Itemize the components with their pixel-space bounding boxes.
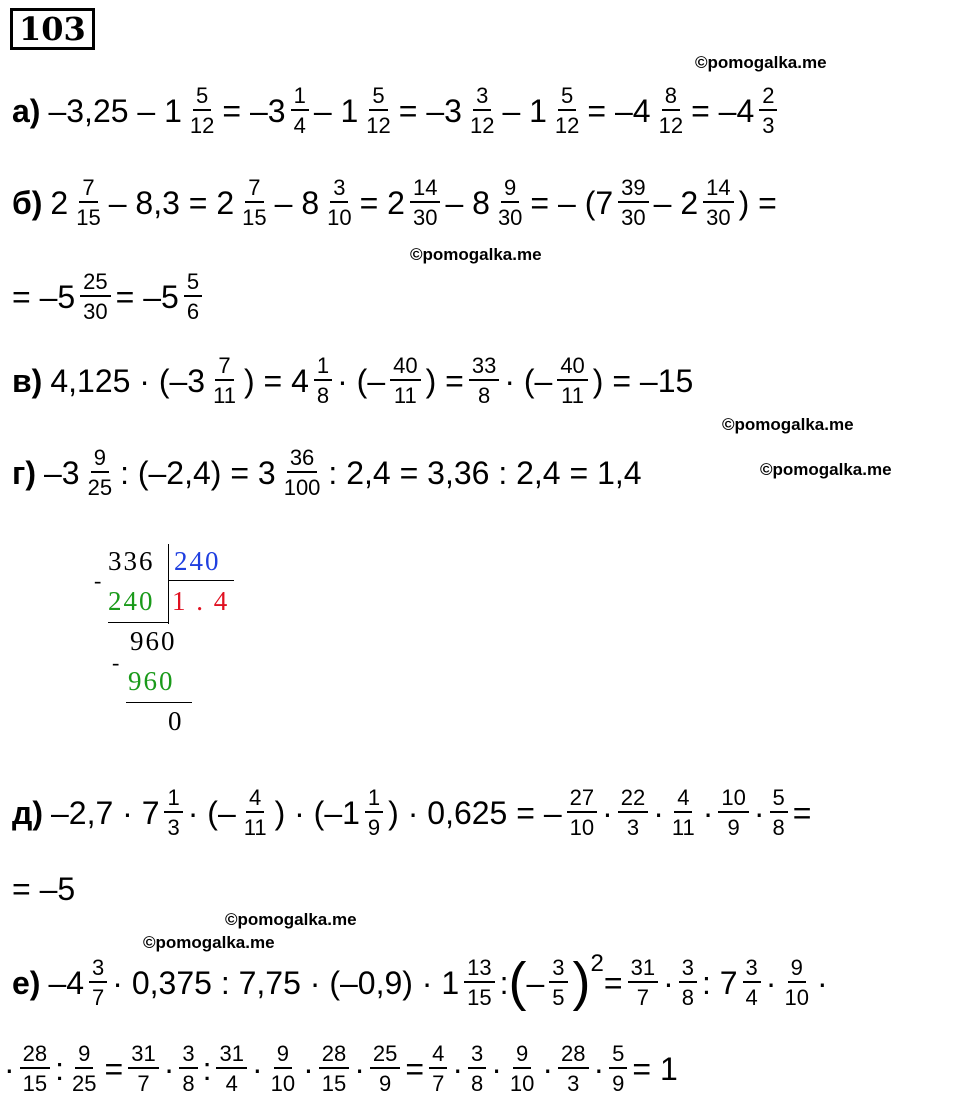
division-result: 0 (168, 706, 184, 736)
numerator: 14 (703, 176, 733, 203)
divisor-underline (168, 580, 234, 581)
expr-text: : 7 (701, 964, 738, 1001)
expr-text: = –3 (398, 92, 462, 129)
fraction (656, 84, 686, 137)
expr-text: · (– (187, 794, 236, 831)
numerator: 28 (558, 1042, 588, 1069)
division-bar (168, 544, 169, 624)
expr-text: · (602, 794, 613, 831)
numerator: 1 (314, 354, 332, 381)
denominator: 4 (225, 1071, 238, 1097)
fraction (216, 1042, 246, 1095)
fraction (324, 176, 354, 229)
expr-text: 2 (50, 184, 69, 221)
denominator: 12 (469, 113, 495, 139)
denominator: 25 (87, 475, 113, 501)
expr-text: = –5 (12, 871, 76, 907)
expr-text: = –5 (115, 278, 179, 315)
expr-text: · (816, 964, 828, 1001)
fraction (558, 1042, 588, 1095)
expr-text: = 1 (632, 1050, 678, 1087)
denominator: 11 (243, 815, 267, 841)
fraction (363, 84, 393, 137)
subtraction-line (126, 702, 192, 703)
fraction (281, 446, 324, 499)
expr-text: · (753, 794, 765, 831)
expr-text: – 2 (653, 184, 699, 221)
expr-text: · (251, 1050, 263, 1087)
subtraction-line (108, 622, 168, 623)
fraction (669, 786, 698, 839)
numerator: 25 (370, 1042, 400, 1069)
numerator: 1 (365, 786, 383, 813)
fraction (781, 956, 811, 1009)
watermark: ©pomogalka.me (760, 460, 892, 479)
fraction (73, 176, 103, 229)
subtrahend: 240 (108, 586, 155, 616)
fraction (410, 176, 440, 229)
denominator: 4 (293, 113, 306, 139)
numerator: 9 (75, 1042, 93, 1069)
fraction (557, 354, 587, 407)
expr-text: : (202, 1050, 212, 1087)
numerator: 3 (179, 1042, 197, 1069)
equation-e-cont (4, 1042, 678, 1095)
fraction (703, 176, 733, 229)
expr-text: – 1 (502, 92, 547, 129)
long-division (90, 540, 260, 740)
fraction (679, 956, 697, 1009)
fraction (239, 176, 269, 229)
numerator: 3 (743, 956, 761, 983)
equation-e (12, 950, 828, 1013)
fraction (618, 176, 648, 229)
fraction (469, 354, 499, 407)
expr-text: ) · (–1 (274, 794, 360, 831)
expr-text: –3,25 – 1 (48, 92, 182, 129)
denominator: 15 (321, 1071, 347, 1097)
minus-sign: - (112, 650, 122, 675)
expr-text: – 1 (313, 92, 359, 129)
denominator: 3 (167, 815, 180, 841)
denominator: 7 (636, 985, 649, 1011)
denominator: 5 (552, 985, 565, 1011)
fraction (69, 1042, 99, 1095)
numerator: 7 (245, 176, 263, 203)
minus-sign: - (94, 568, 104, 593)
expr-text: · (663, 964, 674, 1001)
expr-text: : (55, 1050, 65, 1087)
watermark: ©pomogalka.me (225, 910, 357, 929)
watermark: ©pomogalka.me (410, 245, 542, 264)
numerator: 25 (80, 270, 110, 297)
item-label: б) (12, 184, 43, 221)
fraction (314, 354, 332, 407)
expr-text: –2,7 · 7 (50, 794, 160, 831)
numerator: 27 (567, 786, 597, 813)
quotient: 1 . 4 (172, 586, 230, 616)
numerator: 40 (557, 354, 587, 381)
denominator: 9 (727, 815, 740, 841)
fraction (187, 84, 217, 137)
fraction (268, 1042, 298, 1095)
expr-text: 4,125 · (–3 (50, 362, 206, 399)
item-label: е) (12, 964, 41, 1001)
denominator: 15 (22, 1071, 48, 1097)
fraction (468, 1042, 486, 1095)
fraction (164, 786, 182, 839)
denominator: 3 (762, 113, 775, 139)
denominator: 8 (477, 383, 491, 409)
denominator: 4 (745, 985, 758, 1011)
denominator: 12 (189, 113, 215, 139)
fraction (549, 956, 567, 1009)
denominator: 7 (92, 985, 105, 1011)
big-paren-close: ) (572, 952, 591, 1013)
expr-text: · (– (504, 362, 553, 399)
numerator: 33 (469, 354, 499, 381)
expr-text: · (702, 794, 714, 831)
fraction (210, 354, 239, 407)
dividend: 336 (108, 546, 155, 576)
watermark: ©pomogalka.me (695, 53, 827, 72)
numerator: 31 (128, 1042, 158, 1069)
expr-text: = –4 (691, 92, 755, 129)
numerator: 3 (679, 956, 697, 983)
numerator: 4 (674, 786, 692, 813)
denominator: 8 (316, 383, 330, 409)
exponent: 2 (590, 950, 604, 977)
numerator: 22 (618, 786, 648, 813)
item-label: а) (12, 92, 41, 129)
expr-text: : (–2,4) = 3 (120, 454, 276, 491)
numerator: 9 (91, 446, 109, 473)
fraction (89, 956, 107, 1009)
numerator: 7 (79, 176, 97, 203)
expr-text: = (104, 1050, 124, 1087)
numerator: 9 (788, 956, 806, 983)
fraction (495, 176, 525, 229)
expr-text: ) = (738, 184, 777, 221)
expr-text: · (452, 1050, 463, 1087)
denominator: 30 (706, 205, 731, 231)
denominator: 9 (612, 1071, 625, 1097)
numerator: 31 (628, 956, 658, 983)
expr-text: : 2,4 = 3,36 : 2,4 = 1,4 (328, 454, 642, 491)
numerator: 5 (609, 1042, 627, 1069)
numerator: 8 (662, 84, 680, 111)
numerator: 9 (274, 1042, 292, 1069)
expr-text: = (603, 964, 623, 1001)
numerator: 7 (215, 354, 233, 381)
expr-text: ) = 4 (243, 362, 309, 399)
expr-text: · (653, 794, 664, 831)
fraction (718, 786, 748, 839)
fraction (770, 786, 788, 839)
numerator: 10 (718, 786, 748, 813)
numerator: 3 (330, 176, 348, 203)
numerator: 28 (20, 1042, 50, 1069)
fraction (179, 1042, 197, 1095)
numerator: 4 (429, 1042, 447, 1069)
expr-text: = –4 (587, 92, 651, 129)
denominator: 15 (467, 985, 492, 1011)
fraction (390, 354, 420, 407)
denominator: 8 (470, 1071, 484, 1097)
denominator: 12 (554, 113, 580, 139)
numerator: 4 (246, 786, 264, 813)
fraction (80, 270, 110, 323)
denominator: 3 (567, 1071, 580, 1097)
item-label: в) (12, 362, 43, 399)
numerator: 39 (618, 176, 648, 203)
fraction (507, 1042, 537, 1095)
fraction (567, 786, 597, 839)
expr-text: ) · 0,625 = – (388, 794, 562, 831)
big-paren-open: ( (508, 952, 527, 1013)
fraction (291, 84, 309, 137)
numerator: 40 (390, 354, 420, 381)
expr-text: = –5 (12, 278, 76, 315)
denominator: 7 (432, 1071, 445, 1097)
expr-text: · (593, 1050, 605, 1087)
denominator: 9 (367, 815, 381, 841)
numerator: 1 (291, 84, 309, 111)
numerator: 5 (558, 84, 576, 111)
fraction (20, 1042, 50, 1095)
subtrahend: 960 (128, 666, 175, 696)
expr-text: –4 (48, 964, 85, 1001)
numerator: 36 (287, 446, 317, 473)
expr-text: = 2 (359, 184, 405, 221)
expr-text: = (405, 1050, 425, 1087)
denominator: 10 (509, 1071, 535, 1097)
expr-text: · (354, 1050, 365, 1087)
denominator: 25 (72, 1071, 97, 1097)
watermark: ©pomogalka.me (722, 415, 854, 434)
remainder: 960 (130, 626, 177, 656)
numerator: 3 (473, 84, 491, 111)
expr-text: –3 (43, 454, 80, 491)
expr-text: ) = –15 (592, 362, 694, 399)
expr-text: – (526, 964, 545, 1001)
expr-text: · (542, 1050, 554, 1087)
expr-text: = –3 (222, 92, 286, 129)
fraction (628, 956, 658, 1009)
numerator: 1 (164, 786, 182, 813)
fraction (128, 1042, 158, 1095)
denominator: 10 (270, 1071, 296, 1097)
item-label: д) (12, 794, 43, 831)
denominator: 10 (327, 205, 352, 231)
item-label: г) (12, 454, 36, 491)
exercise-number: 103 (10, 8, 95, 50)
expr-text: · (163, 1050, 175, 1087)
denominator: 12 (658, 113, 684, 139)
denominator: 11 (393, 383, 417, 409)
denominator: 10 (784, 985, 809, 1011)
fraction (319, 1042, 349, 1095)
fraction (618, 786, 648, 839)
numerator: 3 (468, 1042, 486, 1069)
equation-a (12, 84, 782, 137)
numerator: 5 (770, 786, 788, 813)
expr-text: · (4, 1050, 15, 1087)
expr-text: · (– (337, 362, 386, 399)
watermark: ©pomogalka.me (143, 933, 275, 952)
fraction (370, 1042, 400, 1095)
denominator: 8 (182, 1071, 195, 1097)
denominator: 3 (626, 815, 640, 841)
denominator: 8 (681, 985, 694, 1011)
denominator: 9 (379, 1071, 392, 1097)
denominator: 15 (242, 205, 267, 231)
numerator: 9 (501, 176, 519, 203)
expr-text: – 8,3 = 2 (108, 184, 235, 221)
numerator: 3 (89, 956, 107, 983)
equation-b-cont (12, 270, 207, 323)
numerator: 5 (193, 84, 211, 111)
equation-v (12, 354, 693, 407)
numerator: 31 (216, 1042, 246, 1069)
numerator: 5 (369, 84, 387, 111)
equation-b (12, 176, 777, 229)
fraction (467, 84, 497, 137)
denominator: 6 (186, 299, 200, 325)
numerator: 5 (184, 270, 202, 297)
expr-text: · 0,375 : 7,75 · (–0,9) · 1 (112, 964, 460, 1001)
fraction (241, 786, 270, 839)
denominator: 11 (213, 383, 236, 409)
fraction (609, 1042, 627, 1095)
equation-d-cont (12, 873, 75, 905)
denominator: 7 (137, 1071, 150, 1097)
denominator: 11 (671, 815, 695, 841)
fraction (552, 84, 582, 137)
expr-text: · (491, 1050, 502, 1087)
denominator: 30 (497, 205, 523, 231)
denominator: 30 (83, 299, 108, 325)
denominator: 30 (621, 205, 646, 231)
numerator: 9 (513, 1042, 531, 1069)
divisor: 240 (174, 546, 221, 576)
fraction (743, 956, 761, 1009)
numerator: 3 (549, 956, 567, 983)
expr-text: – 8 (445, 184, 490, 221)
numerator: 14 (410, 176, 440, 203)
fraction (365, 786, 383, 839)
numerator: 13 (464, 956, 494, 983)
denominator: 15 (76, 205, 101, 231)
numerator: 28 (319, 1042, 349, 1069)
expr-text: = (792, 794, 812, 831)
denominator: 12 (366, 113, 391, 139)
fraction (184, 270, 202, 323)
expr-text: : (499, 964, 509, 1001)
expr-text: · (765, 964, 777, 1001)
denominator: 100 (283, 475, 321, 501)
expr-text: = – (7 (530, 184, 614, 221)
fraction (85, 446, 115, 499)
equation-d (12, 786, 811, 839)
expr-text: ) = (425, 362, 464, 399)
numerator: 2 (759, 84, 777, 111)
denominator: 8 (772, 815, 785, 841)
equation-g (12, 446, 642, 499)
fraction (759, 84, 777, 137)
expr-text: · (303, 1050, 314, 1087)
fraction (464, 956, 494, 1009)
denominator: 30 (412, 205, 438, 231)
fraction (429, 1042, 447, 1095)
denominator: 10 (569, 815, 595, 841)
denominator: 11 (561, 383, 584, 409)
expr-text: – 8 (274, 184, 320, 221)
